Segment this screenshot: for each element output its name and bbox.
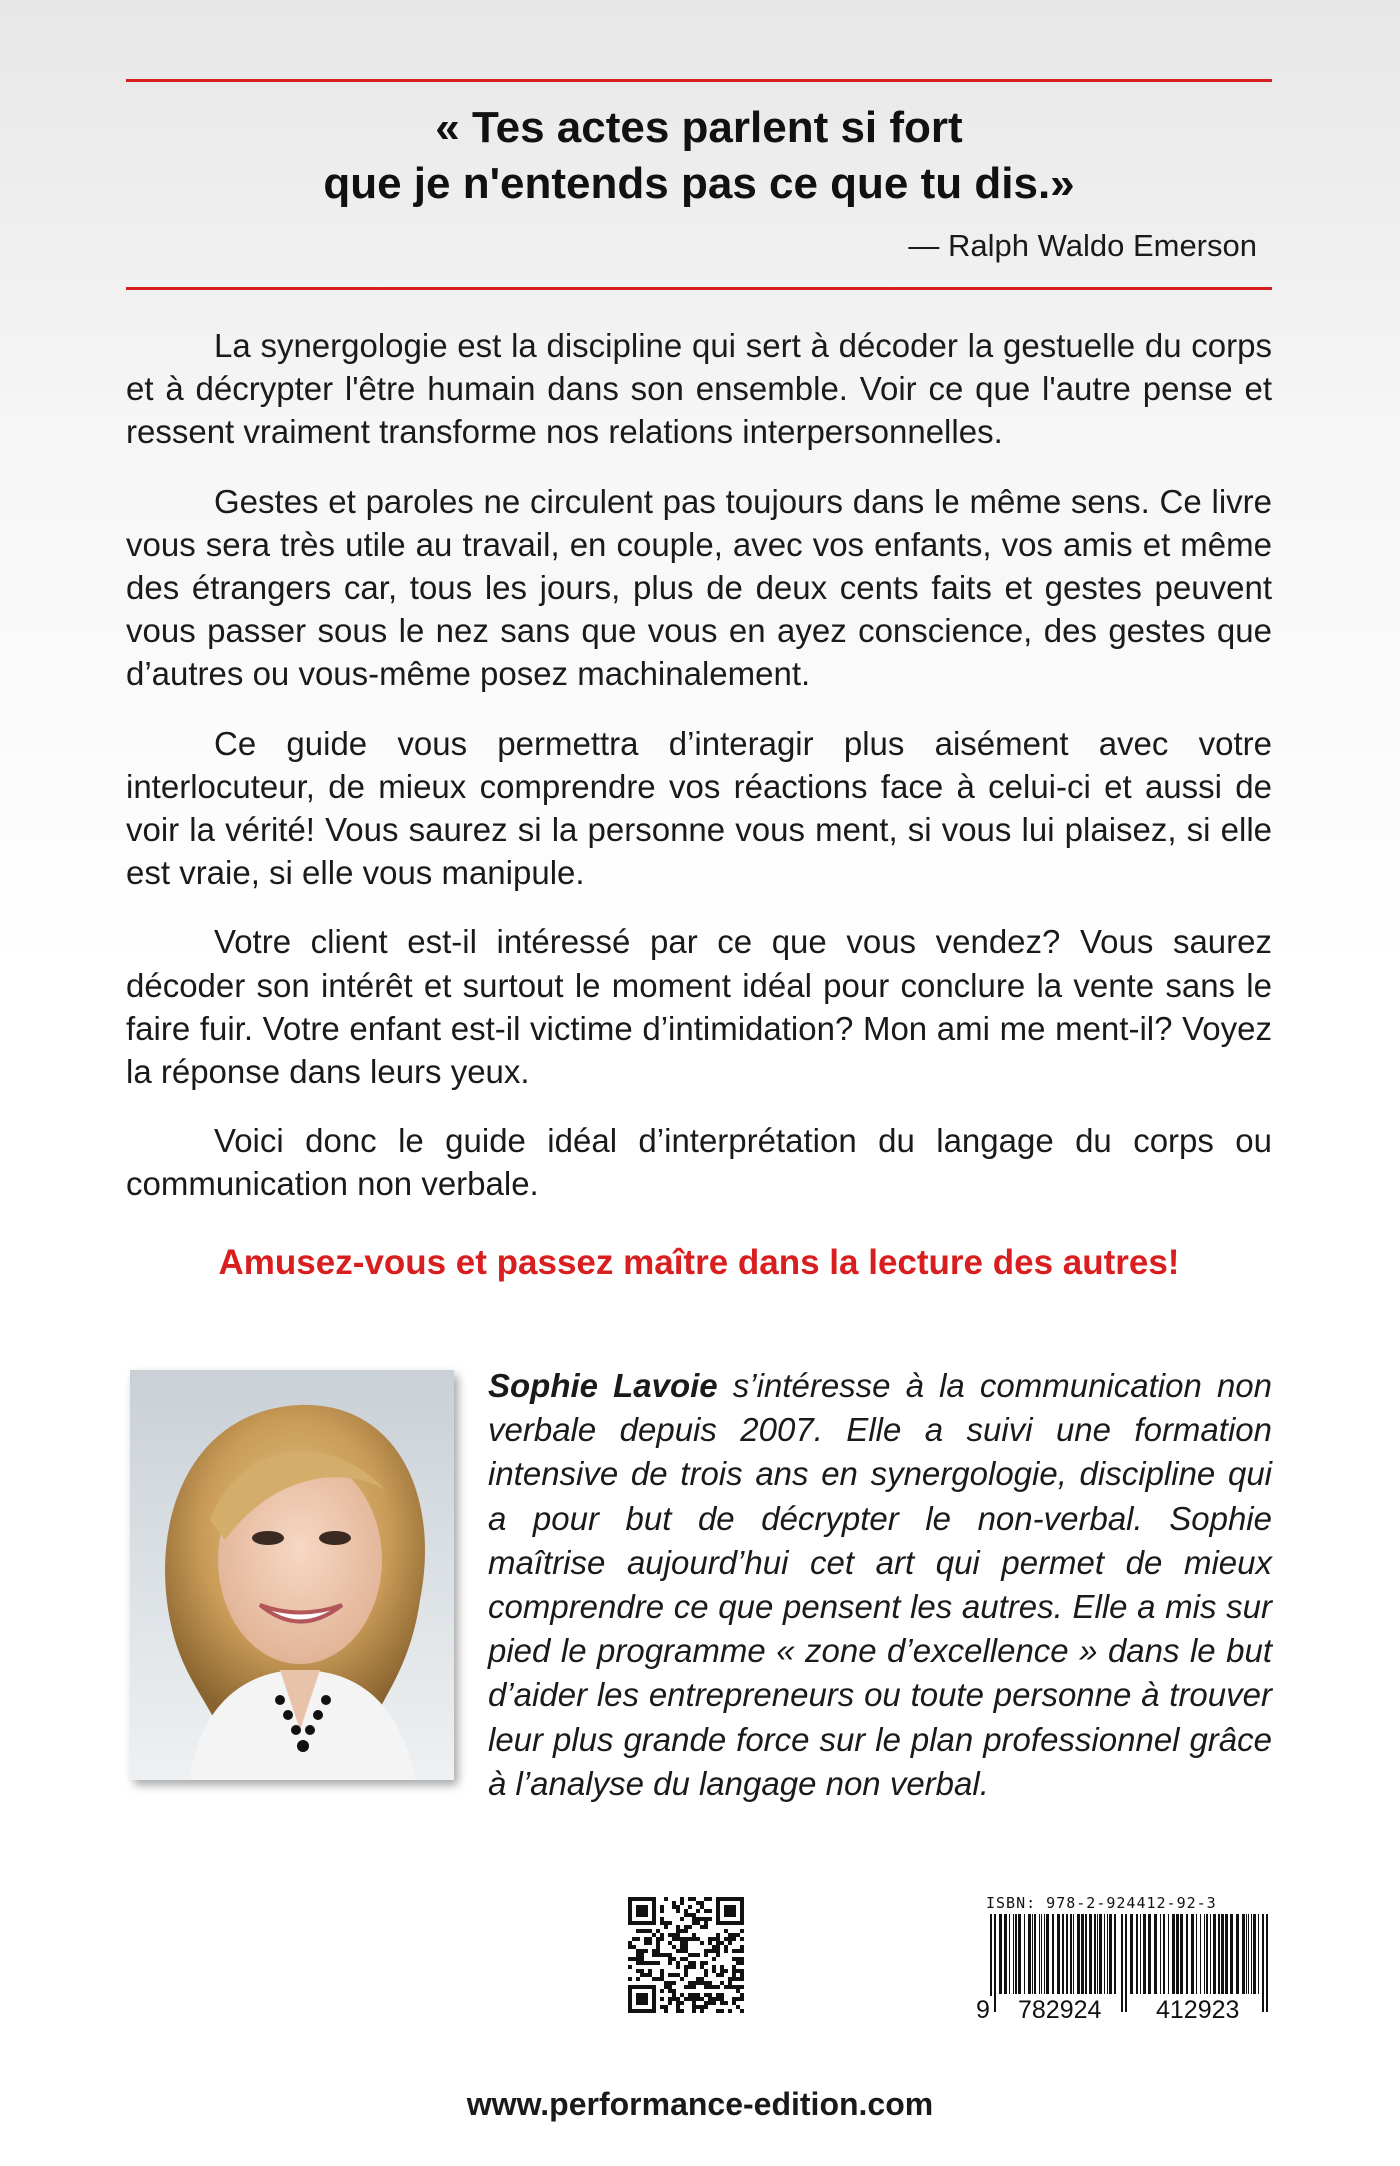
bottom-red-rule [126, 287, 1272, 290]
call-to-action: Amusez-vous et passez maître dans la lecture des autres! [218, 1243, 1180, 1282]
top-red-rule [126, 79, 1272, 82]
isbn-digit-first: 9 [976, 1996, 990, 2024]
isbn-digits-group-2: 412923 [1156, 1996, 1240, 2024]
author-portrait-illustration [130, 1370, 454, 1780]
qr-code[interactable] [628, 1897, 744, 2013]
author-bio-text: s’intéresse à la communication non verbale depuis 2007. Elle a suivi une formation intensive de trois ans en synergologie, discipline qui a pour but de décrypter le non-verbal. Sophie maîtrise aujourd’hui cet art qui permet de mieux comprendre ce que pensent les autres. Elle a mis sur pied le programme « zone d’excellence » dans le but d’aider les entrepreneurs ou toute personne à trouver leur plus grande force sur le plan professionnel grâce à l’analyse du langage non verbal. [488, 1367, 1272, 1802]
qr-code-graphic [628, 1897, 744, 2013]
quote-line-1: « Tes actes parlent si fort [435, 103, 963, 152]
epigraph-quote [126, 100, 1272, 212]
paragraph-4: Votre client est-il intéressé par ce que vous vendez? Vous saurez décoder son intérêt et surtout le moment idéal pour conclure la vente sans le faire fuir. Votre enfant est-il victime d’intimidation? Mon ami me ment-il? Voyez la réponse dans leurs yeux. [126, 923, 1272, 1091]
quote-line-2: que je n'entends pas ce que tu dis.» [323, 159, 1075, 208]
paragraph-2: Gestes et paroles ne circulent pas toujours dans le même sens. Ce livre vous sera très utile au travail, en couple, avec vos enfants, vos amis et même des étrangers car, tous les jours, plus de deux cents faits et gestes peuvent vous passer sous le nez sans que vous en ayez conscience, des gestes que d’autres ou vous-même posez machinalement. [126, 482, 1272, 693]
publisher-website[interactable]: www.performance-edition.com [466, 2086, 934, 2122]
isbn-label: ISBN: 978-2-924412-92-3 [986, 1894, 1217, 1912]
quote-author: — Ralph Waldo Emerson [908, 228, 1257, 263]
paragraph-3: Ce guide vous permettra d’interagir plus aisément avec votre interlocuteur, de mieux comprendre vos réactions face à celui-ci et aussi de voir la vérité! Vous saurez si la personne vous ment, si vous lui plaisez, si elle est vraie, si elle vous manipule. [126, 724, 1272, 892]
author-photo [130, 1370, 454, 1780]
paragraph-5: Voici donc le guide idéal d’interprétation du langage du corps ou communication non verbale. [126, 1122, 1272, 1203]
isbn-digits-group-1: 782924 [1018, 1996, 1102, 2024]
author-bio [488, 1364, 1272, 1806]
isbn-barcode [978, 1892, 1276, 2034]
author-name: Sophie Lavoie [488, 1367, 718, 1404]
back-cover-description [126, 324, 1272, 1232]
paragraph-1: La synergologie est la discipline qui sert à décoder la gestuelle du corps et à décrypter l'être humain dans son ensemble. Voir ce que l'autre pense et ressent vraiment transforme nos relations interpersonnelles. [126, 327, 1272, 451]
